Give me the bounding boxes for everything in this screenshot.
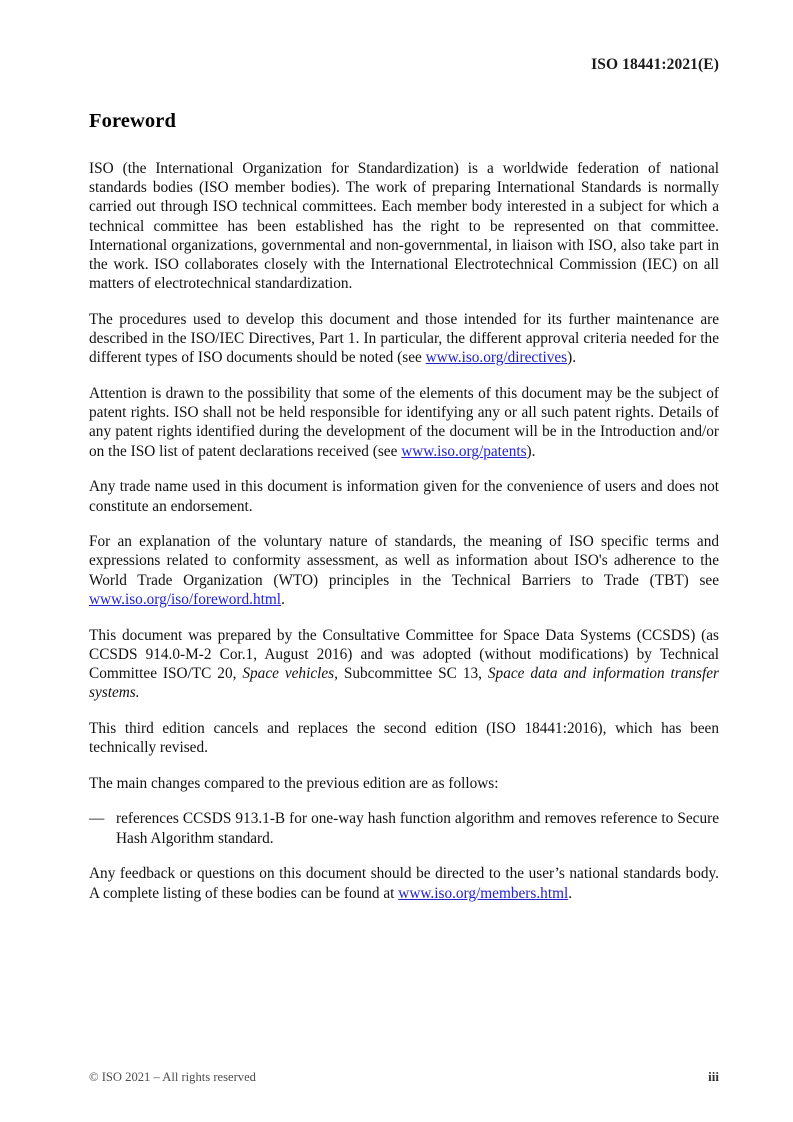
page-number: iii: [708, 1069, 719, 1084]
paragraph-procedures-text-after: ).: [567, 349, 577, 367]
paragraph-feedback: [89, 864, 719, 902]
list-item-label: references CCSDS 913.1-B for one-way hash function algorithm and removes reference to Secure Hash Algorithm standard.: [116, 810, 719, 847]
link-iso-directives[interactable]: www.iso.org/directives: [425, 349, 568, 367]
paragraph-third-edition: This third edition cancels and replaces the second edition (ISO 18441:2016), which has been technically revised.: [89, 719, 719, 757]
document-reference-header: ISO 18441:2021(E): [591, 56, 719, 73]
italic-space-data-systems: Space data and information transfer systems.: [89, 664, 719, 702]
link-iso-foreword[interactable]: www.iso.org/iso/foreword.html: [89, 590, 282, 608]
foreword-content: [89, 110, 719, 903]
paragraph-feedback-text-after: .: [568, 884, 573, 902]
paragraph-procedures: [89, 310, 719, 368]
paragraph-ccsds-part-two: Subcommittee SC 13,: [337, 664, 488, 682]
main-changes-list: [89, 809, 719, 847]
paragraph-patent-rights: [89, 384, 719, 461]
paragraph-patent-rights-text-after: ).: [526, 442, 536, 460]
paragraph-voluntary-nature-text-before: For an explanation of the voluntary nature of standards, the meaning of ISO specific terms and expressions related to conformity assessment, as well as information about ISO's adherence to the World Trade Organization (WTO) principles in the Technical Barriers to Trade (TBT) see: [89, 533, 719, 589]
list-item: [89, 809, 719, 847]
paragraph-ccsds-preparation: [89, 626, 719, 703]
paragraph-feedback-text-before: Any feedback or questions on this document should be directed to the user’s national standards body. A complete listing of these bodies can be found at: [89, 865, 719, 902]
page-footer: [89, 1069, 719, 1085]
paragraph-trade-name: Any trade name used in this document is information given for the convenience of users and does not constitute an endorsement.: [89, 478, 719, 515]
paragraph-voluntary-nature-text-after: .: [281, 590, 285, 608]
paragraph-ccsds-part-one: This document was prepared by the Consultative Committee for Space Data Systems (CCSDS) (as CCSDS 914.0-M-2 Cor.1, August 2016) and was adopted (without modifications) by Technical Committee ISO/TC 20,: [89, 626, 719, 682]
em-dash-marker: —: [89, 810, 105, 828]
italic-space-vehicles: Space vehicles,: [242, 664, 338, 682]
link-iso-patents[interactable]: www.iso.org/patents: [401, 442, 527, 460]
paragraph-patent-rights-text-before: Attention is drawn to the possibility that some of the elements of this document may be the subject of patent rights. ISO shall not be held responsible for identifying any or all such patent rights. Details of any patent rights identified during the development of the document will be in the Introduction and/or on the ISO list of patent declarations received (see: [89, 385, 719, 460]
paragraph-main-changes-intro: The main changes compared to the previous edition are as follows:: [89, 774, 499, 792]
copyright-notice: © ISO 2021 – All rights reserved: [89, 1070, 256, 1084]
paragraph-iso-description: ISO (the International Organization for Standardization) is a worldwide federation of national standards bodies (ISO member bodies). The work of preparing International Standards is normally carried out through ISO technical committees. Each member body interested in a subject for which a technical committee has been established has the right to be represented on that committee. International organizations, governmental and non-governmental, in liaison with ISO, also take part in the work. ISO collaborates closely with the International Electrotechnical Commission (IEC) on all matters of electrotechnical standardization.: [89, 160, 719, 293]
paragraph-procedures-text-before: The procedures used to develop this document and those intended for its further maintenance are described in the ISO/IEC Directives, Part 1. In particular, the different approval criteria needed for the different types of ISO documents should be noted (see: [89, 310, 719, 367]
page-title: Foreword: [89, 110, 176, 132]
link-iso-members[interactable]: www.iso.org/members.html: [398, 884, 569, 902]
paragraph-voluntary-nature: [89, 532, 719, 609]
